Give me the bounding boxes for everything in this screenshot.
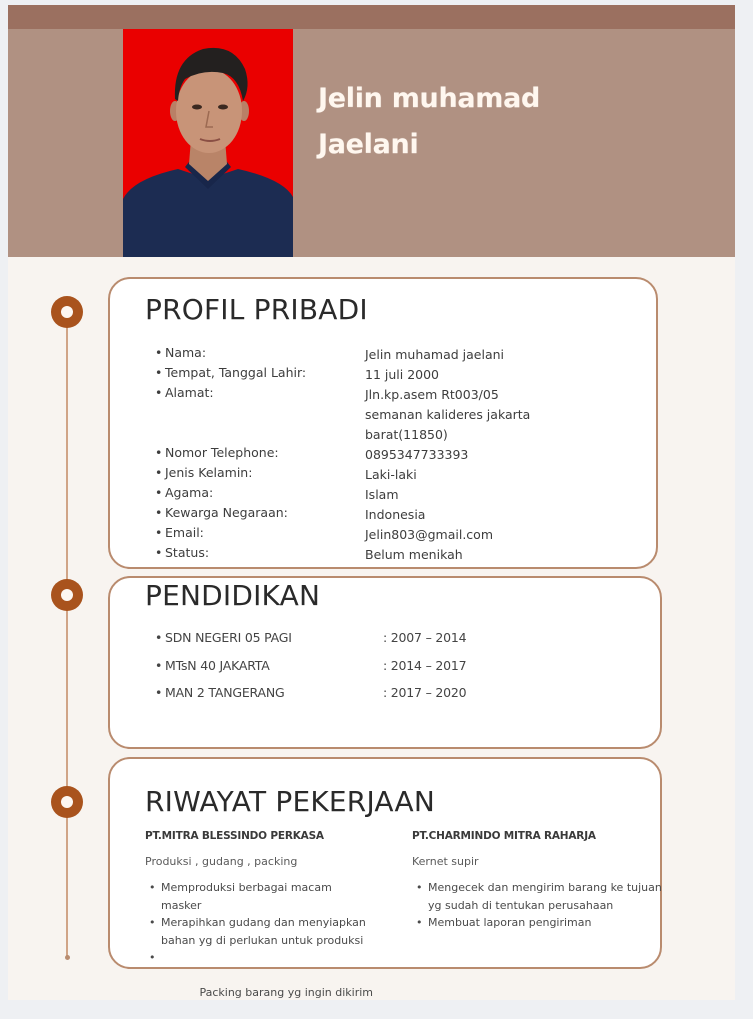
row-label: Agama:: [165, 485, 214, 500]
duty-text: Membuat laporan pengiriman: [428, 916, 592, 929]
row-label: Tempat, Tanggal Lahir:: [165, 365, 307, 380]
job-role: Produksi , gudang , packing: [145, 855, 298, 868]
job-entry-1: [145, 829, 405, 1019]
address-line-2: semanan kalideres jakarta: [365, 407, 531, 422]
header-banner: [8, 29, 735, 257]
duty-item: [145, 949, 401, 1019]
top-accent-bar: [8, 5, 735, 29]
bullet: •: [149, 881, 156, 894]
cv-page: [8, 5, 735, 1000]
duty-text: Packing barang yg ingin dikirim: [195, 986, 373, 999]
bullet: •: [155, 545, 163, 560]
school-name: SDN NEGERI 05 PAGI: [165, 630, 292, 645]
row-value: Indonesia: [365, 507, 426, 522]
row-label: Alamat:: [165, 385, 214, 400]
education-card: [108, 576, 662, 749]
bullet: •: [155, 630, 163, 645]
bullet: •: [155, 345, 163, 360]
row-label: Kewarga Negaraan:: [165, 505, 288, 520]
portrait-image: [123, 29, 293, 257]
bullet: •: [416, 881, 423, 894]
duty-item: [412, 879, 668, 914]
school-years: : 2014 – 2017: [383, 657, 467, 673]
bullet: •: [155, 445, 163, 460]
row-value: 0895347733393: [365, 447, 469, 462]
job-duties: [412, 879, 672, 932]
name-line-2: Jaelani: [318, 129, 419, 160]
timeline-line: [66, 305, 68, 958]
job-duties: [145, 879, 405, 1019]
duty-item: [145, 914, 397, 949]
bullet: •: [155, 365, 163, 380]
work-title: RIWAYAT PEKERJAAN: [145, 785, 436, 818]
name-line-1: Jelin muhamad: [318, 83, 541, 114]
timeline-circle-icon-education: [51, 579, 83, 611]
duty-text: Mengecek dan mengirim barang ke tujuan yg sudah di tentukan perusahaan: [428, 881, 662, 912]
bullet: •: [155, 485, 163, 500]
bullet: •: [149, 951, 156, 964]
school-name: MAN 2 TANGERANG: [165, 685, 285, 700]
education-title: PENDIDIKAN: [145, 579, 321, 612]
school-name: MTsN 40 JAKARTA: [165, 657, 270, 673]
timeline-circle-icon-profile: [51, 296, 83, 328]
row-label: Email:: [165, 525, 204, 540]
school-years: : 2017 – 2020: [383, 685, 467, 700]
bullet: •: [155, 465, 163, 480]
row-label: Status:: [165, 545, 210, 560]
bullet: •: [155, 525, 163, 540]
job-role: Kernet supir: [412, 855, 479, 868]
bullet: •: [155, 657, 163, 673]
profile-title: PROFIL PRIBADI: [145, 293, 368, 326]
job-entry-2: [412, 829, 672, 932]
row-value: Belum menikah: [365, 547, 463, 562]
duty-text: Memproduksi berbagai macam masker: [161, 881, 332, 912]
address-line-1: Jln.kp.asem Rt003/05: [365, 387, 499, 402]
job-company: PT.CHARMINDO MITRA RAHARJA: [412, 830, 596, 842]
profile-photo: [123, 29, 293, 257]
row-value: Laki-laki: [365, 467, 417, 482]
bullet: •: [149, 916, 156, 929]
full-name: [318, 76, 540, 168]
bullet: •: [155, 385, 163, 400]
address-line-3: barat(11850): [365, 427, 448, 442]
school-years: : 2007 – 2014: [383, 630, 467, 645]
row-label: Nomor Telephone:: [165, 445, 279, 460]
job-company: PT.MITRA BLESSINDO PERKASA: [145, 830, 324, 842]
duty-item: [145, 879, 361, 914]
profile-card: [108, 277, 658, 569]
duty-text: Merapihkan gudang dan menyiapkan bahan yg di perlukan untuk produksi: [161, 916, 366, 947]
bullet: •: [155, 505, 163, 520]
bullet: •: [416, 916, 423, 929]
row-value: Jelin muhamad jaelani: [365, 347, 504, 362]
work-card: [108, 757, 662, 999]
bullet: •: [155, 685, 163, 700]
timeline-end-dot: [65, 955, 70, 960]
timeline-circle-icon-work: [51, 786, 83, 818]
row-value: Jelin803@gmail.com: [365, 527, 493, 542]
row-value: Islam: [365, 487, 399, 502]
row-label: Jenis Kelamin:: [165, 465, 253, 480]
row-value: 11 juli 2000: [365, 367, 440, 382]
row-value: [365, 385, 530, 445]
duty-item: [412, 914, 668, 932]
row-label: Nama:: [165, 345, 207, 360]
